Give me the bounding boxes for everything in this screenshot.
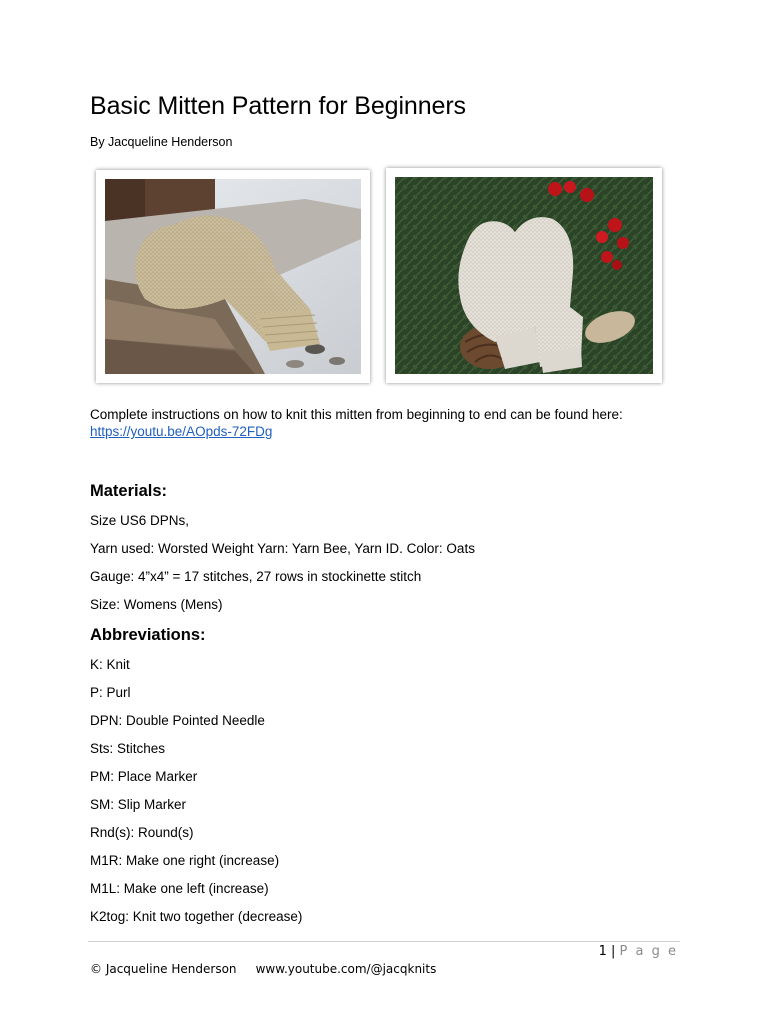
footer-divider — [88, 941, 680, 942]
abbreviation-item: M1L: Make one left (increase) — [90, 881, 269, 896]
video-instructions — [90, 406, 730, 440]
abbreviation-item: K2tog: Knit two together (decrease) — [90, 909, 303, 924]
document-title: Basic Mitten Pattern for Beginners — [90, 92, 466, 120]
photo-mittens-on-stone — [96, 170, 370, 383]
page-number — [599, 944, 678, 959]
abbreviation-item: P: Purl — [90, 685, 131, 700]
page-separator: | — [611, 944, 616, 959]
materials-heading: Materials: — [90, 482, 168, 500]
abbreviation-item: PM: Place Marker — [90, 769, 198, 784]
abbreviation-item: SM: Slip Marker — [90, 797, 187, 812]
video-link[interactable]: https://youtu.be/AOpds-72FDg — [90, 424, 273, 439]
abbreviations-heading: Abbreviations: — [90, 626, 206, 644]
abbreviation-item: M1R: Make one right (increase) — [90, 853, 280, 868]
mittens-on-stone-image — [105, 179, 361, 374]
page-label: P a g e — [619, 944, 678, 959]
abbreviation-item: K: Knit — [90, 657, 130, 672]
materials-item: Gauge: 4”x4” = 17 stitches, 27 rows in stockinette stitch — [90, 569, 422, 584]
materials-item: Yarn used: Worsted Weight Yarn: Yarn Bee, Yarn ID. Color: Oats — [90, 541, 475, 556]
abbreviation-item: Sts: Stitches — [90, 741, 166, 756]
intro-text: Complete instructions on how to knit this mitten from beginning to end can be found here: — [90, 407, 623, 422]
photo-mittens-on-greenery — [386, 168, 662, 383]
abbreviation-item: Rnd(s): Round(s) — [90, 825, 194, 840]
mittens-on-greenery-image — [395, 177, 653, 374]
materials-item: Size US6 DPNs, — [90, 513, 190, 528]
abbreviation-item: DPN: Double Pointed Needle — [90, 713, 265, 728]
footer-copyright: © Jacqueline Henderson www.youtube.com/@jacqknits — [90, 962, 437, 976]
author-byline: By Jacqueline Henderson — [90, 135, 233, 149]
page-number-value: 1 — [598, 944, 607, 959]
materials-item: Size: Womens (Mens) — [90, 597, 223, 612]
